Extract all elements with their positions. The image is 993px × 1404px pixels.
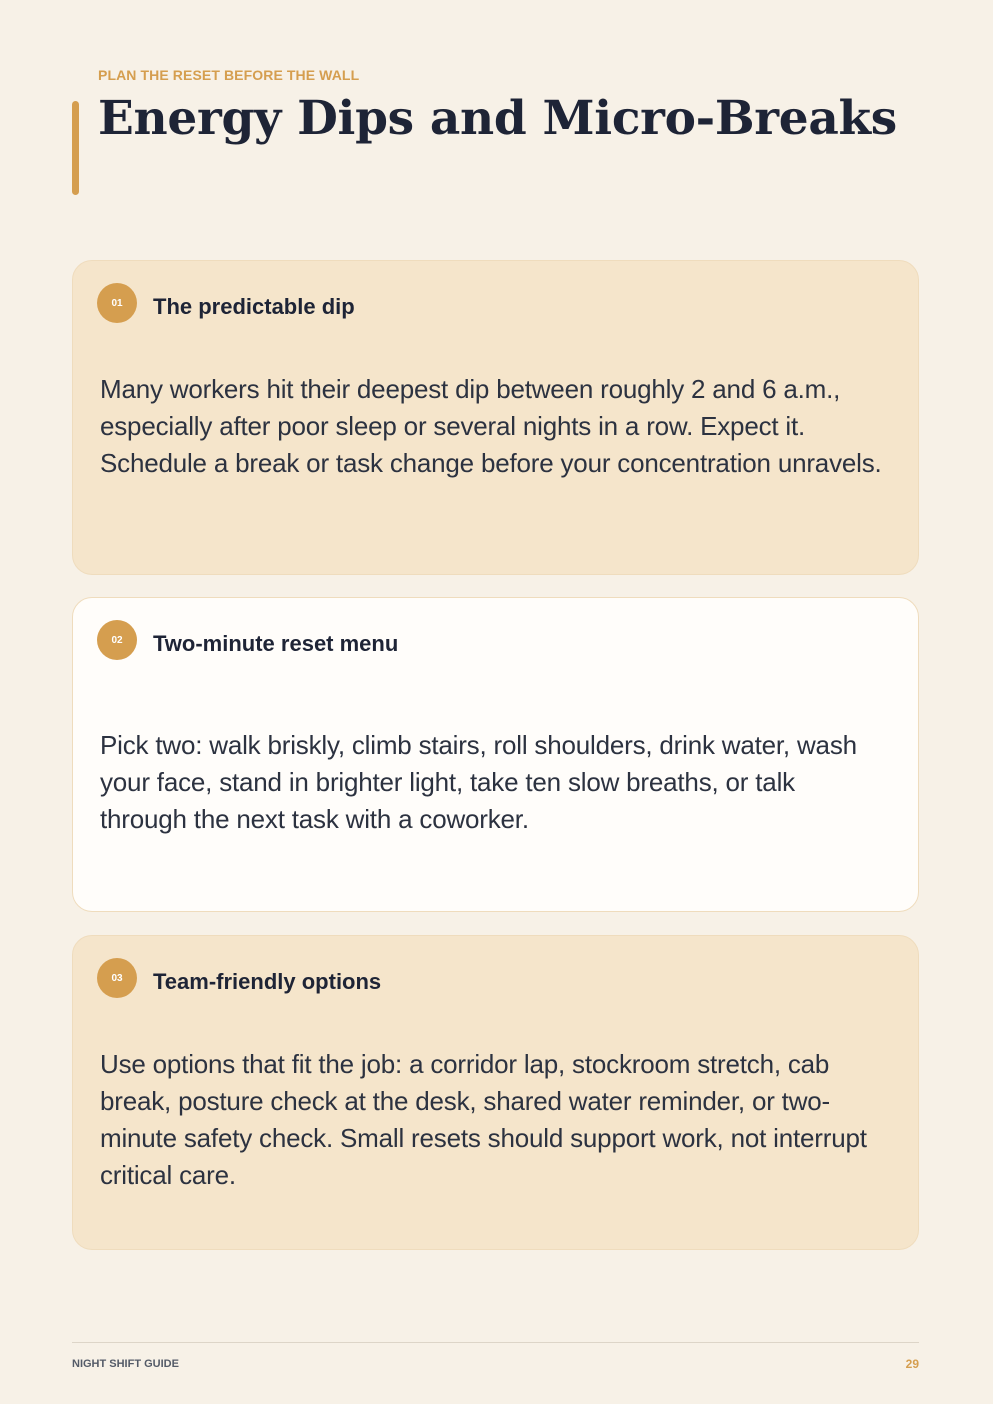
card-body-text: Many workers hit their deepest dip between roughly 2 and 6 a.m., especially after poor sleep or several nights in a row. Expect it. Schedule a break or task change before your concentration unravels. xyxy=(100,374,882,478)
card-two-minute-reset-menu xyxy=(72,597,919,912)
card-title: Two-minute reset menu xyxy=(153,631,399,656)
page-title: Energy Dips and Micro-Breaks xyxy=(98,91,897,146)
footer-guide-name: NIGHT SHIFT GUIDE xyxy=(72,1358,179,1370)
card-number-badge: 02 xyxy=(97,620,137,660)
footer-page-number: 29 xyxy=(905,1357,919,1371)
title-accent-bar xyxy=(72,101,79,195)
footer-divider xyxy=(72,1342,919,1343)
card-title: The predictable dip xyxy=(153,294,355,319)
card-number-badge: 03 xyxy=(97,958,137,998)
card-title: Team-friendly options xyxy=(153,969,382,994)
section-kicker: PLAN THE RESET BEFORE THE WALL xyxy=(98,67,360,83)
card-predictable-dip xyxy=(72,260,919,575)
card-body-text: Use options that fit the job: a corridor lap, stockroom stretch, cab break, posture check at the desk, shared water reminder, or two-minute safety check. Small resets should support work, not interrupt critical care. xyxy=(100,1049,867,1190)
card-team-friendly-options xyxy=(72,935,919,1250)
card-body-text: Pick two: walk briskly, climb stairs, roll shoulders, drink water, wash your face, stand in brighter light, take ten slow breaths, or talk through the next task with a coworker. xyxy=(100,730,857,834)
card-number-badge: 01 xyxy=(97,283,137,323)
